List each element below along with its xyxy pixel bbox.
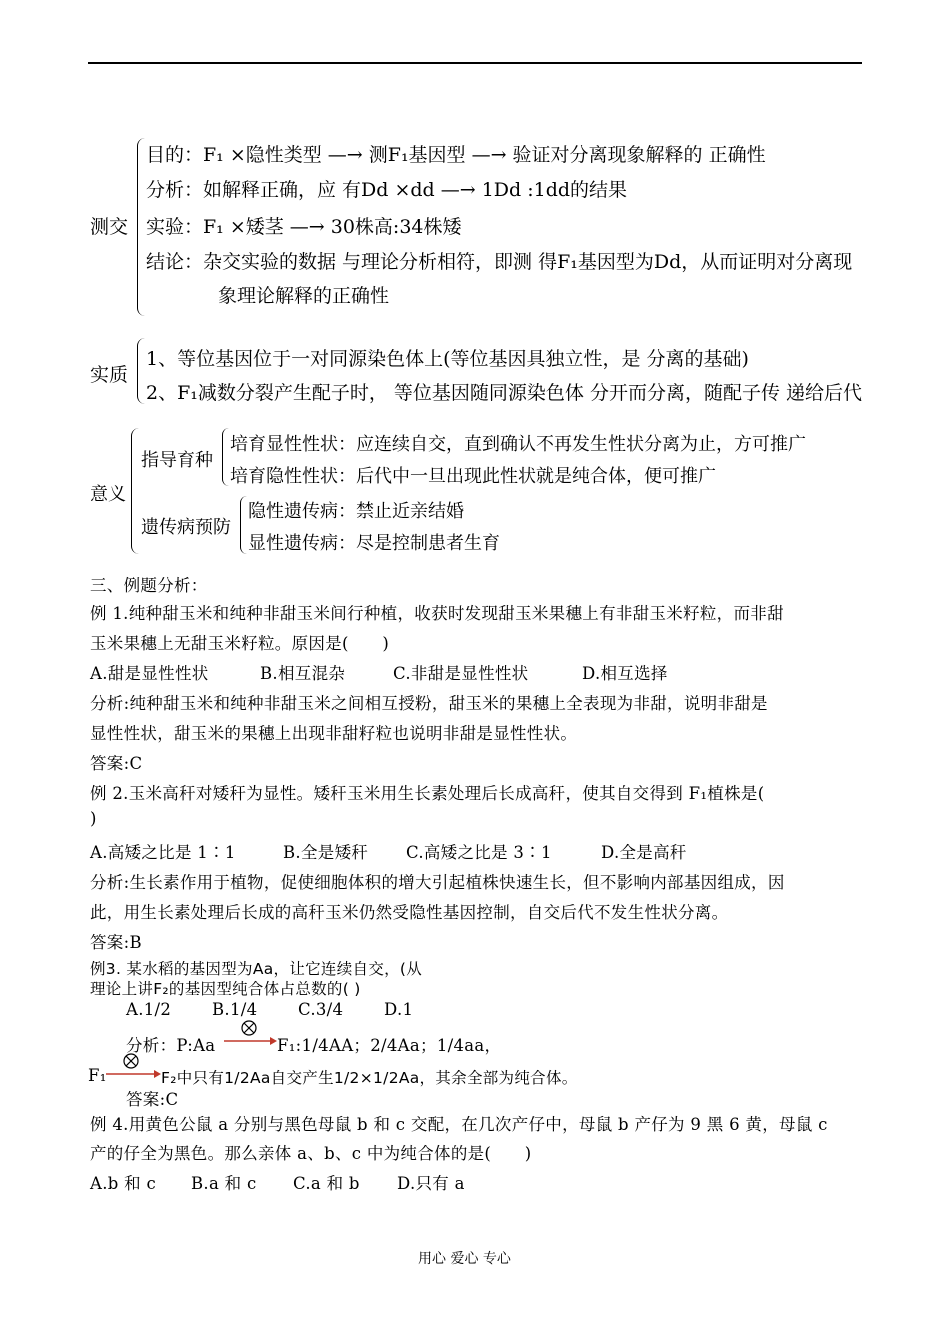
- significance-label: 意义: [90, 484, 126, 505]
- cross-test-label: 测交: [90, 216, 129, 238]
- cross-test-conclusion-1: 结论：杂交实验的数据 与理论分析相符，即测 得F₁基因型为Dd，从而证明对分离现: [146, 251, 853, 273]
- breeding-brace: [222, 428, 229, 486]
- ex2-option-b: B.全是矮秆: [283, 843, 369, 862]
- ex2-option-c: C.高矮之比是 3∶1: [406, 843, 552, 862]
- selfing-arrow-1: [222, 1020, 276, 1046]
- ex1-option-a: A.甜是显性性状: [90, 664, 209, 683]
- ex1-question-2: 玉米果穗上无甜玉米籽粒。原因是( ): [90, 634, 390, 653]
- ex1-question-1: 例 1.纯种甜玉米和纯种非甜玉米间行种植，收获时发现甜玉米果穗上有非甜玉米籽粒，而非甜: [90, 604, 784, 623]
- arrow-head-icon: [270, 1037, 277, 1045]
- ex4-option-b: B.a 和 c: [191, 1174, 257, 1193]
- ex4-option-c: C.a 和 b: [293, 1174, 360, 1193]
- ex1-answer: 答案:C: [90, 754, 143, 773]
- essence-item-1: 1、等位基因位于一对同源染色体上(等位基因具独立性，是 分离的基础): [146, 348, 749, 370]
- ex3-answer: 答案:C: [126, 1090, 179, 1109]
- ex3-option-d: D.1: [384, 1000, 414, 1019]
- ex1-analysis-1: 分析:纯种甜玉米和纯种非甜玉米之间相互授粉，甜玉米的果穗上全表现为非甜，说明非甜是: [90, 694, 768, 713]
- ex2-option-a: A.高矮之比是 1∶1: [90, 843, 236, 862]
- arrow-head-icon: [154, 1070, 161, 1078]
- ex4-question-1: 例 4.用黄色公鼠 a 分别与黑色母鼠 b 和 c 交配，在几次产仔中，母鼠 b 产仔为 9 黑 6 黄，母鼠 c: [90, 1115, 828, 1134]
- breeding-recessive: 培育隐性性状：后代中一旦出现此性状就是纯合体，便可推广: [230, 466, 716, 487]
- breeding-label: 指导育种: [141, 450, 213, 471]
- ex3-analysis-prefix: 分析：P:Aa: [126, 1036, 216, 1055]
- essence-brace: [137, 338, 146, 404]
- ex2-analysis-1: 分析:生长素作用于植物，促使细胞体积的增大引起植株快速生长，但不影响内部基因组成，因: [90, 873, 785, 892]
- ex3-option-c: C.3/4: [298, 1000, 344, 1019]
- ex3-analysis-2: F₂中只有1/2Aa自交产生1/2×1/2Aa，其余全部为纯合体。: [161, 1069, 578, 1087]
- disease-recessive: 隐性遗传病：禁止近亲结婚: [248, 501, 464, 522]
- selfing-arrow-2: [104, 1053, 160, 1079]
- cross-test-experiment: 实验：F₁ ×矮茎 —→ 30株高:34株矮: [146, 216, 462, 238]
- essence-item-2: 2、F₁减数分裂产生配子时， 等位基因随同源染色体 分开而分离，随配子传 递给后代: [146, 382, 863, 404]
- ex1-option-c: C.非甜是显性性状: [393, 664, 529, 683]
- section-title: 三、例题分析：: [90, 576, 208, 595]
- ex2-answer: 答案:B: [90, 933, 142, 952]
- essence-label: 实质: [90, 364, 129, 386]
- cross-test-analysis: 分析：如解释正确，应 有Dd ×dd —→ 1Dd :1dd的结果: [146, 179, 628, 201]
- ex1-option-d: D.相互选择: [582, 664, 668, 683]
- ex3-question-2: 理论上讲F₂的基因型纯合体占总数的( ): [90, 980, 361, 998]
- disease-brace: [240, 496, 247, 554]
- ex4-option-d: D.只有 a: [397, 1174, 465, 1193]
- ex2-question-2: ): [90, 809, 97, 828]
- disease-dominant: 显性遗传病：尽是控制患者生育: [248, 533, 500, 554]
- ex3-analysis-f1-label: F₁: [88, 1066, 107, 1085]
- ex2-question-1: 例 2.玉米高秆对矮秆为显性。矮秆玉米用生长素处理后长成高秆，使其自交得到 F₁植株是(: [90, 784, 765, 803]
- ex2-analysis-2: 此，用生长素处理后长成的高秆玉米仍然受隐性基因控制，自交后代不发生性状分离。: [90, 903, 729, 922]
- ex1-option-b: B.相互混杂: [260, 664, 346, 683]
- ex3-analysis-f1: F₁:1/4AA；2/4Aa；1/4aa，: [277, 1036, 502, 1055]
- page-footer: 用心 爱心 专心: [418, 1251, 511, 1267]
- cross-test-brace: [137, 138, 146, 316]
- cross-test-conclusion-2: 象理论解释的正确性: [218, 285, 390, 307]
- ex3-question-1: 例3. 某水稻的基因型为Aa，让它连续自交，(从: [90, 960, 423, 978]
- ex3-option-a: A.1/2: [126, 1000, 172, 1019]
- header-rule: [88, 62, 862, 64]
- ex1-analysis-2: 显性性状，甜玉米的果穗上出现非甜籽粒也说明非甜是显性性状。: [90, 724, 578, 743]
- cross-test-purpose: 目的：F₁ ×隐性类型 —→ 测F₁基因型 —→ 验证对分离现象解释的 正确性: [146, 144, 766, 166]
- ex4-option-a: A.b 和 c: [90, 1174, 157, 1193]
- significance-brace: [131, 428, 140, 554]
- disease-label: 遗传病预防: [141, 517, 231, 538]
- ex3-option-b: B.1/4: [212, 1000, 258, 1019]
- ex4-question-2: 产的仔全为黑色。那么亲体 a、b、c 中为纯合体的是( ): [90, 1144, 532, 1163]
- breeding-dominant: 培育显性性状：应连续自交，直到确认不再发生性状分离为止，方可推广: [230, 434, 806, 455]
- ex2-option-d: D.全是高秆: [601, 843, 687, 862]
